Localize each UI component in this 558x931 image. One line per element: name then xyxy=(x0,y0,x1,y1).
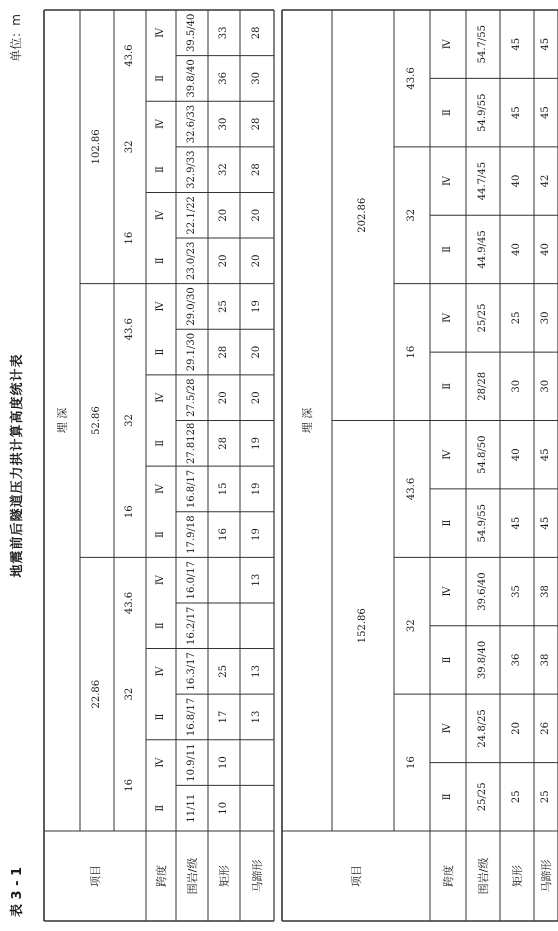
rect-label: 矩形 xyxy=(510,865,524,887)
rect-cell: 32.9/33 xyxy=(186,150,197,189)
rect-cell: 32.6/33 xyxy=(186,104,197,144)
horseshoe-cell: 20 xyxy=(218,254,229,268)
unit-label: 单位：m xyxy=(9,14,23,62)
horseshoe-cell: 45 xyxy=(511,37,522,51)
circle-cell: 45 xyxy=(540,106,551,120)
horseshoe-cell: 40 xyxy=(511,174,522,188)
horseshoe-cell: 25 xyxy=(511,790,522,804)
circle-cell: 45 xyxy=(540,448,551,462)
rock-grade: Ⅳ xyxy=(442,449,453,460)
horseshoe-cell: 17 xyxy=(218,710,229,724)
item-label: 项目 xyxy=(88,865,102,887)
rock-grade: Ⅱ xyxy=(155,531,166,538)
rock-grade-label: 围岩/级 xyxy=(476,857,490,895)
rock-grade: Ⅱ xyxy=(155,622,166,630)
circle-cell: 20 xyxy=(251,391,262,405)
circle-cell: 19 xyxy=(251,482,262,496)
rect-cell: 16.8/17 xyxy=(186,697,197,737)
rock-grade: Ⅳ xyxy=(155,301,166,312)
circle-cell: 28 xyxy=(251,117,262,131)
horseshoe-cell: 40 xyxy=(511,243,522,256)
rect-cell: 39.8/40 xyxy=(477,640,488,680)
horseshoe-label: 马蹄形 xyxy=(539,859,553,893)
rect-cell: 54.9/55 xyxy=(477,93,488,132)
span-label: 跨度 xyxy=(154,865,168,887)
rock-grade: Ⅳ xyxy=(155,27,166,38)
circle-cell: 19 xyxy=(251,436,262,450)
span-value: 32 xyxy=(124,414,135,427)
horseshoe-cell: 30 xyxy=(511,379,522,393)
rect-cell: 25/25 xyxy=(477,303,488,333)
circle-cell: 45 xyxy=(540,37,551,51)
rock-grade-label: 围岩/级 xyxy=(185,857,199,895)
rect-cell: 17.9/18 xyxy=(186,515,197,554)
span-value: 32 xyxy=(406,619,417,633)
rect-cell: 25/25 xyxy=(477,782,488,812)
rock-grade: Ⅱ xyxy=(442,109,453,117)
rock-grade: Ⅳ xyxy=(155,483,166,494)
horseshoe-cell: 36 xyxy=(511,653,522,667)
circle-cell xyxy=(240,785,274,831)
rock-grade: Ⅱ xyxy=(155,75,166,82)
rock-grade: Ⅳ xyxy=(155,757,166,768)
circle-cell: 25 xyxy=(540,790,551,804)
rect-cell: 29.0/30 xyxy=(186,287,197,326)
horseshoe-label: 马蹄形 xyxy=(250,859,264,893)
rock-grade: Ⅱ xyxy=(155,166,166,174)
circle-cell: 42 xyxy=(540,174,551,188)
horseshoe-cell: 36 xyxy=(218,72,229,85)
circle-cell: 30 xyxy=(540,379,551,393)
circle-cell: 20 xyxy=(251,208,262,222)
span-value: 32 xyxy=(124,140,135,154)
rock-grade: Ⅱ xyxy=(155,348,166,356)
horseshoe-cell: 20 xyxy=(218,208,229,222)
rock-grade: Ⅱ xyxy=(442,382,453,390)
horseshoe-cell: 25 xyxy=(218,665,229,678)
rect-cell: 29.1/30 xyxy=(186,332,197,372)
horseshoe-cell: 25 xyxy=(218,300,229,313)
rock-grade: Ⅱ xyxy=(442,246,453,253)
table-title: 地震前后隧道压力拱计算高度统计表 xyxy=(10,353,25,578)
circle-cell: 38 xyxy=(540,653,551,667)
rock-grade: Ⅳ xyxy=(155,575,166,586)
horseshoe-cell: 30 xyxy=(218,117,229,131)
circle-cell xyxy=(240,603,274,649)
rock-grade: Ⅱ xyxy=(155,439,166,447)
rock-grade: Ⅱ xyxy=(155,804,166,812)
rect-cell: 10.9/11 xyxy=(186,743,197,782)
table-number: 表 3 - 1 xyxy=(10,866,25,917)
depth-label: 埋 深 xyxy=(55,407,69,434)
span-value: 43.6 xyxy=(124,318,135,341)
circle-cell: 13 xyxy=(251,665,262,678)
circle-cell: 19 xyxy=(251,300,262,313)
depth-value: 102.86 xyxy=(91,129,102,165)
item-label: 项目 xyxy=(349,865,363,887)
rect-cell: 54.8/50 xyxy=(477,435,488,474)
circle-cell: 30 xyxy=(251,72,262,85)
span-value: 16 xyxy=(406,345,417,359)
horseshoe-cell: 20 xyxy=(511,722,522,735)
rect-cell: 16.8/17 xyxy=(186,469,197,509)
depth-value: 202.86 xyxy=(357,197,368,233)
circle-cell: 28 xyxy=(251,163,262,177)
rock-grade: Ⅱ xyxy=(442,519,453,527)
horseshoe-cell: 25 xyxy=(511,311,522,325)
span-label: 跨度 xyxy=(441,865,455,887)
horseshoe-cell: 28 xyxy=(218,436,229,450)
rock-grade: Ⅱ xyxy=(155,713,166,721)
span-value: 43.6 xyxy=(124,591,135,615)
rock-grade: Ⅳ xyxy=(155,392,166,403)
rect-cell: 27.5/28 xyxy=(186,378,197,417)
rect-cell: 39.8/40 xyxy=(186,59,197,98)
horseshoe-cell: 35 xyxy=(511,585,522,598)
rock-grade: Ⅳ xyxy=(442,723,453,734)
horseshoe-cell: 32 xyxy=(218,163,229,177)
horseshoe-cell: 10 xyxy=(218,756,229,769)
horseshoe-cell: 45 xyxy=(511,106,522,120)
rect-label: 矩形 xyxy=(217,865,231,887)
depth-value: 152.86 xyxy=(357,608,368,644)
circle-cell: 30 xyxy=(540,311,551,325)
rect-cell: 39.6/40 xyxy=(477,572,488,611)
circle-cell: 40 xyxy=(540,243,551,256)
horseshoe-cell: 45 xyxy=(511,516,522,530)
depth-value: 22.86 xyxy=(91,679,102,709)
span-value: 43.6 xyxy=(406,477,417,501)
rect-cell: 16.0/17 xyxy=(186,560,197,600)
rect-cell: 16.3/17 xyxy=(186,652,197,691)
rect-cell: 24.8/25 xyxy=(477,709,488,748)
rect-cell: 11/11 xyxy=(186,793,197,823)
rect-cell: 27.8128 xyxy=(186,422,197,464)
rect-cell: 22.1/22 xyxy=(186,196,197,235)
circle-cell: 26 xyxy=(540,722,551,735)
span-value: 16 xyxy=(124,779,135,792)
horseshoe-cell: 15 xyxy=(218,482,229,496)
horseshoe-cell xyxy=(208,603,240,649)
horseshoe-cell: 28 xyxy=(218,345,229,359)
horseshoe-cell xyxy=(208,557,240,603)
rock-grade: Ⅳ xyxy=(442,39,453,50)
circle-cell: 13 xyxy=(251,710,262,724)
rock-grade: Ⅳ xyxy=(155,119,166,130)
span-value: 16 xyxy=(124,231,135,245)
circle-cell xyxy=(240,740,274,786)
rect-cell: 23.0/23 xyxy=(186,241,197,281)
rock-grade: Ⅳ xyxy=(442,312,453,323)
rock-grade: Ⅳ xyxy=(442,586,453,597)
rect-cell: 16.2/17 xyxy=(186,606,197,645)
horseshoe-cell: 33 xyxy=(218,26,229,40)
rock-grade: Ⅱ xyxy=(155,257,166,265)
depth-value: 52.86 xyxy=(91,406,102,435)
horseshoe-cell: 16 xyxy=(218,528,229,541)
horseshoe-cell: 20 xyxy=(218,391,229,405)
span-value: 16 xyxy=(124,505,135,519)
circle-cell: 20 xyxy=(251,254,262,268)
rect-cell: 39.5/40 xyxy=(186,13,197,52)
rect-cell: 44.9/45 xyxy=(477,230,488,269)
rect-cell: 44.7/45 xyxy=(477,161,488,201)
span-value: 43.6 xyxy=(124,44,135,67)
rect-cell: 54.9/55 xyxy=(477,503,488,543)
rock-grade: Ⅱ xyxy=(442,656,453,664)
span-value: 43.6 xyxy=(406,67,417,90)
circle-cell: 38 xyxy=(540,585,551,598)
horseshoe-cell: 10 xyxy=(218,801,229,815)
circle-cell: 28 xyxy=(251,26,262,40)
span-value: 32 xyxy=(124,687,135,701)
rect-cell: 28/28 xyxy=(477,371,488,401)
rock-grade: Ⅳ xyxy=(155,666,166,677)
rect-cell: 54.7/55 xyxy=(477,25,488,64)
circle-cell: 13 xyxy=(251,573,262,587)
rock-grade: Ⅱ xyxy=(442,793,453,801)
rock-grade: Ⅳ xyxy=(155,210,166,221)
span-value: 16 xyxy=(406,756,417,769)
circle-cell: 45 xyxy=(540,516,551,530)
horseshoe-cell: 40 xyxy=(511,448,522,462)
depth-label: 埋 深 xyxy=(300,407,314,434)
circle-cell: 20 xyxy=(251,345,262,359)
circle-cell: 19 xyxy=(251,528,262,541)
span-value: 32 xyxy=(406,208,417,222)
rock-grade: Ⅳ xyxy=(442,176,453,187)
